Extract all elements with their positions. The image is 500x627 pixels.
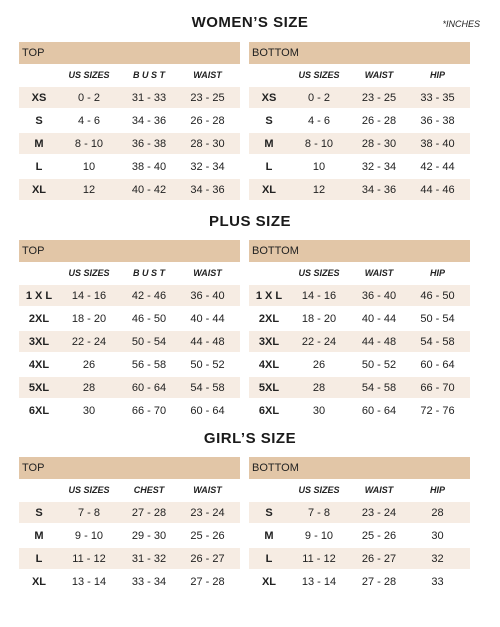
girls-size-title: GIRL’S SIZE — [203, 430, 297, 447]
table-cell: 26 — [312, 358, 326, 371]
table-row — [19, 400, 240, 423]
table-cell: 9 - 10 — [304, 529, 334, 542]
column-header: HIP — [429, 484, 445, 495]
table-cell: 42 - 46 — [131, 289, 167, 302]
size-label: 3XL — [28, 335, 50, 348]
table-row — [249, 377, 470, 400]
table-cell: 10 — [312, 160, 326, 173]
table-row — [19, 377, 240, 400]
table-row — [19, 502, 240, 525]
column-header: WAIST — [364, 69, 394, 80]
column-header-row — [249, 64, 470, 87]
table-cell: 56 - 58 — [131, 358, 167, 371]
table-cell: 26 - 27 — [190, 552, 225, 565]
table-row — [19, 525, 240, 548]
column-header: CHEST — [133, 484, 165, 495]
size-label: M — [34, 529, 44, 542]
table-row — [19, 548, 240, 571]
size-label: 6XL — [258, 404, 280, 417]
column-header: B U S T — [132, 69, 165, 80]
table-cell: 44 - 46 — [420, 183, 455, 196]
table-cell: 54 - 58 — [361, 381, 397, 394]
table-cell: 33 - 35 — [420, 91, 455, 104]
size-label: 1 X L — [25, 289, 53, 302]
table-cell: 30 — [431, 529, 444, 542]
table-cell: 13 - 14 — [301, 575, 337, 588]
table-row — [249, 571, 470, 594]
table-row — [249, 354, 470, 377]
table-row — [249, 308, 470, 331]
table-row — [19, 110, 240, 133]
plus-size-title: PLUS SIZE — [208, 213, 291, 230]
table-row — [19, 354, 240, 377]
column-header: WAIST — [193, 484, 222, 495]
table-cell: 36 - 40 — [190, 289, 225, 302]
table-row — [249, 525, 470, 548]
table-cell: 50 - 52 — [190, 358, 225, 371]
table-cell: 26 - 28 — [190, 114, 225, 127]
size-label: 5XL — [258, 381, 280, 394]
column-header: US SIZES — [298, 69, 340, 80]
table-cell: 54 - 58 — [190, 381, 225, 394]
table-cell: 30 — [312, 404, 326, 417]
table-row — [249, 502, 470, 525]
column-header: US SIZES — [68, 484, 110, 495]
table-cell: 60 - 64 — [131, 381, 167, 394]
size-label: XL — [31, 575, 47, 588]
column-header-row — [249, 262, 470, 285]
table-cell: 28 — [431, 506, 444, 519]
table-cell: 66 - 70 — [131, 404, 167, 417]
table-cell: 28 - 30 — [361, 137, 397, 150]
table-cell: 26 — [82, 358, 96, 371]
table-cell: 7 - 8 — [77, 506, 100, 519]
column-header: HIP — [429, 267, 445, 278]
table-cell: 34 - 36 — [361, 183, 397, 196]
table-header-top: TOP — [19, 42, 240, 64]
table-cell: 23 - 24 — [190, 506, 225, 519]
size-label: XS — [261, 91, 277, 104]
table-row — [249, 179, 470, 202]
womens-top-table — [19, 42, 240, 202]
table-cell: 26 - 28 — [361, 114, 397, 127]
column-header: WAIST — [364, 267, 394, 278]
column-header: US SIZES — [68, 69, 110, 80]
table-cell: 14 - 16 — [301, 289, 337, 302]
size-label: M — [264, 529, 274, 542]
table-cell: 0 - 2 — [77, 91, 100, 104]
column-header-row — [249, 479, 470, 502]
table-header-bottom: BOTTOM — [249, 42, 470, 64]
womens-bottom-table — [249, 42, 470, 202]
plus-top-table — [19, 240, 240, 423]
table-cell: 60 - 64 — [190, 404, 225, 417]
table-cell: 11 - 12 — [302, 552, 336, 565]
table-cell: 50 - 54 — [420, 312, 455, 325]
table-cell: 7 - 8 — [307, 506, 330, 519]
table-cell: 34 - 36 — [190, 183, 225, 196]
table-cell: 38 - 40 — [131, 160, 167, 173]
table-cell: 38 - 40 — [420, 137, 455, 150]
table-row — [249, 133, 470, 156]
table-cell: 12 — [312, 183, 326, 196]
table-cell: 40 - 44 — [190, 312, 225, 325]
table-cell: 60 - 64 — [420, 358, 455, 371]
size-label: XL — [261, 183, 277, 196]
column-header-row — [19, 479, 240, 502]
table-cell: 60 - 64 — [361, 404, 397, 417]
table-row — [19, 133, 240, 156]
table-row — [19, 571, 240, 594]
table-cell: 0 - 2 — [307, 91, 330, 104]
table-cell: 46 - 50 — [420, 289, 455, 302]
plus-bottom-table — [249, 240, 470, 423]
table-cell: 34 - 36 — [131, 114, 167, 127]
column-header: WAIST — [364, 484, 394, 495]
column-header: US SIZES — [68, 267, 110, 278]
column-header: WAIST — [193, 69, 222, 80]
size-label: 4XL — [258, 358, 280, 371]
table-cell: 9 - 10 — [74, 529, 104, 542]
table-row — [19, 285, 240, 308]
table-cell: 46 - 50 — [131, 312, 167, 325]
size-label: S — [265, 506, 273, 519]
size-label: 3XL — [258, 335, 280, 348]
size-label: M — [264, 137, 274, 150]
column-header: B U S T — [132, 267, 165, 278]
table-cell: 40 - 42 — [131, 183, 167, 196]
table-cell: 33 — [431, 575, 444, 588]
table-row — [249, 285, 470, 308]
table-cell: 28 — [312, 381, 326, 394]
table-cell: 18 - 20 — [301, 312, 337, 325]
table-row — [249, 400, 470, 423]
size-label: L — [265, 160, 273, 173]
size-label: M — [34, 137, 44, 150]
table-header-top: TOP — [19, 457, 240, 479]
size-label: 1 X L — [255, 289, 283, 302]
table-cell: 44 - 48 — [361, 335, 397, 348]
table-row — [249, 156, 470, 179]
table-cell: 23 - 25 — [361, 91, 397, 104]
womens-size-title: WOMEN’S SIZE — [191, 14, 309, 31]
table-header-top: TOP — [19, 240, 240, 262]
table-cell: 10 — [82, 160, 96, 173]
table-row — [19, 308, 240, 331]
size-label: XS — [31, 91, 47, 104]
table-header-bottom: BOTTOM — [249, 457, 470, 479]
table-cell: 31 - 33 — [131, 91, 167, 104]
table-cell: 13 - 14 — [71, 575, 107, 588]
table-cell: 8 - 10 — [304, 137, 334, 150]
inches-note: *INCHES — [442, 19, 480, 29]
table-cell: 18 - 20 — [71, 312, 107, 325]
table-cell: 66 - 70 — [420, 381, 455, 394]
table-row — [19, 156, 240, 179]
table-cell: 31 - 32 — [131, 552, 167, 565]
table-cell: 27 - 28 — [361, 575, 397, 588]
size-label: 2XL — [28, 312, 50, 325]
size-label: S — [35, 506, 43, 519]
size-label: 5XL — [28, 381, 50, 394]
table-cell: 4 - 6 — [307, 114, 330, 127]
size-label: 2XL — [258, 312, 280, 325]
table-cell: 23 - 25 — [190, 91, 225, 104]
table-header-bottom: BOTTOM — [249, 240, 470, 262]
girls-top-table — [19, 457, 240, 594]
table-cell: 22 - 24 — [71, 335, 107, 348]
table-row — [249, 110, 470, 133]
size-label: L — [35, 160, 43, 173]
table-row — [19, 87, 240, 110]
table-cell: 25 - 26 — [361, 529, 397, 542]
table-cell: 23 - 24 — [361, 506, 397, 519]
column-header-row — [19, 262, 240, 285]
size-label: XL — [261, 575, 277, 588]
table-row — [19, 179, 240, 202]
table-cell: 33 - 34 — [131, 575, 167, 588]
column-header: HIP — [429, 69, 445, 80]
table-cell: 54 - 58 — [420, 335, 455, 348]
table-cell: 30 — [82, 404, 96, 417]
size-label: S — [265, 114, 273, 127]
girls-bottom-table — [249, 457, 470, 594]
size-label: S — [35, 114, 43, 127]
table-row — [249, 331, 470, 354]
table-row — [19, 331, 240, 354]
table-cell: 36 - 40 — [361, 289, 397, 302]
table-cell: 26 - 27 — [361, 552, 397, 565]
table-cell: 36 - 38 — [131, 137, 167, 150]
table-cell: 40 - 44 — [361, 312, 397, 325]
size-label: XL — [31, 183, 47, 196]
table-cell: 8 - 10 — [74, 137, 104, 150]
column-header: US SIZES — [298, 484, 340, 495]
table-cell: 28 — [82, 381, 96, 394]
table-cell: 42 - 44 — [420, 160, 455, 173]
size-label: L — [35, 552, 43, 565]
column-header: WAIST — [193, 267, 222, 278]
table-cell: 22 - 24 — [301, 335, 337, 348]
table-cell: 50 - 54 — [131, 335, 167, 348]
table-row — [249, 548, 470, 571]
table-cell: 28 - 30 — [190, 137, 225, 150]
table-cell: 11 - 12 — [72, 552, 106, 565]
column-header-row — [19, 64, 240, 87]
size-label: 6XL — [28, 404, 50, 417]
table-cell: 72 - 76 — [420, 404, 455, 417]
size-label: 4XL — [28, 358, 50, 371]
table-row — [249, 87, 470, 110]
table-cell: 4 - 6 — [77, 114, 100, 127]
table-cell: 36 - 38 — [420, 114, 455, 127]
table-cell: 12 — [82, 183, 96, 196]
table-cell: 32 - 34 — [361, 160, 397, 173]
table-cell: 44 - 48 — [190, 335, 225, 348]
table-cell: 27 - 28 — [131, 506, 167, 519]
table-cell: 27 - 28 — [190, 575, 225, 588]
table-cell: 50 - 52 — [361, 358, 397, 371]
table-cell: 25 - 26 — [190, 529, 225, 542]
table-cell: 32 - 34 — [190, 160, 225, 173]
table-cell: 32 — [431, 552, 444, 565]
table-cell: 29 - 30 — [131, 529, 167, 542]
column-header: US SIZES — [298, 267, 340, 278]
table-cell: 14 - 16 — [71, 289, 107, 302]
size-label: L — [265, 552, 273, 565]
